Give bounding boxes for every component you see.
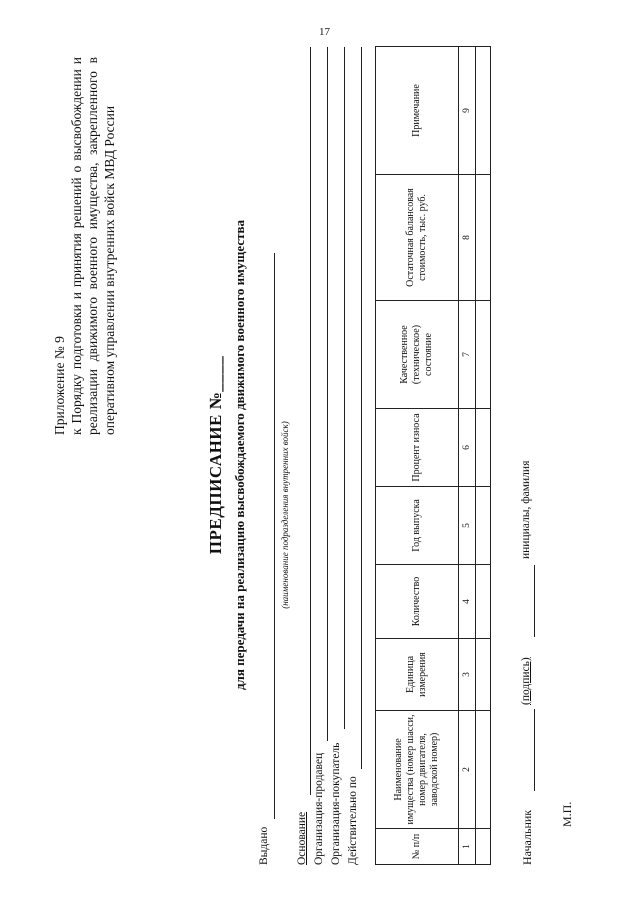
appendix-note <box>52 57 118 435</box>
number-cell: 4 <box>459 565 476 639</box>
header-cell: Примечание <box>376 47 459 175</box>
document-subtitle: для передачи на реализацию высвобождаемого движимого военного имущества <box>232 220 247 691</box>
appendix-body: к Порядку подготовки и принятия решений о высвобождении и реализации движимого военного имущества, закрепленного в оперативном управлении внутренних войск МВД России <box>68 57 117 435</box>
name-line <box>534 565 535 637</box>
page-number: 17 <box>319 26 330 38</box>
header-cell: Остаточная балансовая стоимость, тыс. руб. <box>376 175 459 301</box>
document-sheet <box>52 45 612 865</box>
valid-until-label: Действительно по <box>347 776 359 865</box>
buyer-line <box>344 47 345 729</box>
table-cell <box>476 639 491 711</box>
number-cell: 1 <box>459 829 476 865</box>
issued-hint: (наименование подразделения внутренних войск) <box>280 421 290 609</box>
number-cell: 6 <box>459 409 476 487</box>
seller-label: Организация-продавец <box>313 752 325 865</box>
header-cell: Процент износа <box>376 409 459 487</box>
header-cell: Единица измерения <box>376 639 459 711</box>
number-cell: 9 <box>459 47 476 175</box>
header-cell: Качественное (техническое) состояние <box>376 301 459 409</box>
signature-hint: (подпись) <box>520 657 532 705</box>
valid-until-line <box>361 47 362 769</box>
table-number-row <box>459 47 476 865</box>
appendix-title: Приложение № 9 <box>52 336 67 435</box>
header-cell: Количество <box>376 565 459 639</box>
number-cell: 3 <box>459 639 476 711</box>
buyer-label: Организация-покупатель <box>330 742 342 865</box>
property-table <box>375 46 491 865</box>
header-cell: Наименование имущества (номер шасси, номер двигателя, заводской номер) <box>376 711 459 829</box>
chief-label: Начальник <box>520 809 534 865</box>
table-cell <box>476 487 491 565</box>
name-hint: инициалы, фамилия <box>520 460 532 559</box>
issued-label: Выдано <box>258 826 270 865</box>
basis-line <box>310 47 311 795</box>
number-cell: 2 <box>459 711 476 829</box>
basis-label: Основание <box>296 811 308 865</box>
table-cell <box>476 301 491 409</box>
seller-line <box>327 47 328 741</box>
table-row <box>476 47 491 865</box>
signature-line <box>534 709 535 791</box>
table-header-row <box>376 47 459 865</box>
table-cell <box>476 409 491 487</box>
number-cell: 8 <box>459 175 476 301</box>
number-cell: 5 <box>459 487 476 565</box>
header-cell: № п/п <box>376 829 459 865</box>
table-cell <box>476 711 491 829</box>
table-cell <box>476 47 491 175</box>
table-cell <box>476 175 491 301</box>
issued-line <box>274 253 275 819</box>
stamp-label: М.П. <box>560 801 574 827</box>
number-cell: 7 <box>459 301 476 409</box>
header-cell: Год выпуска <box>376 487 459 565</box>
table-cell <box>476 565 491 639</box>
table-cell <box>476 829 491 865</box>
document-title: ПРЕДПИСАНИЕ №____ <box>206 355 225 555</box>
